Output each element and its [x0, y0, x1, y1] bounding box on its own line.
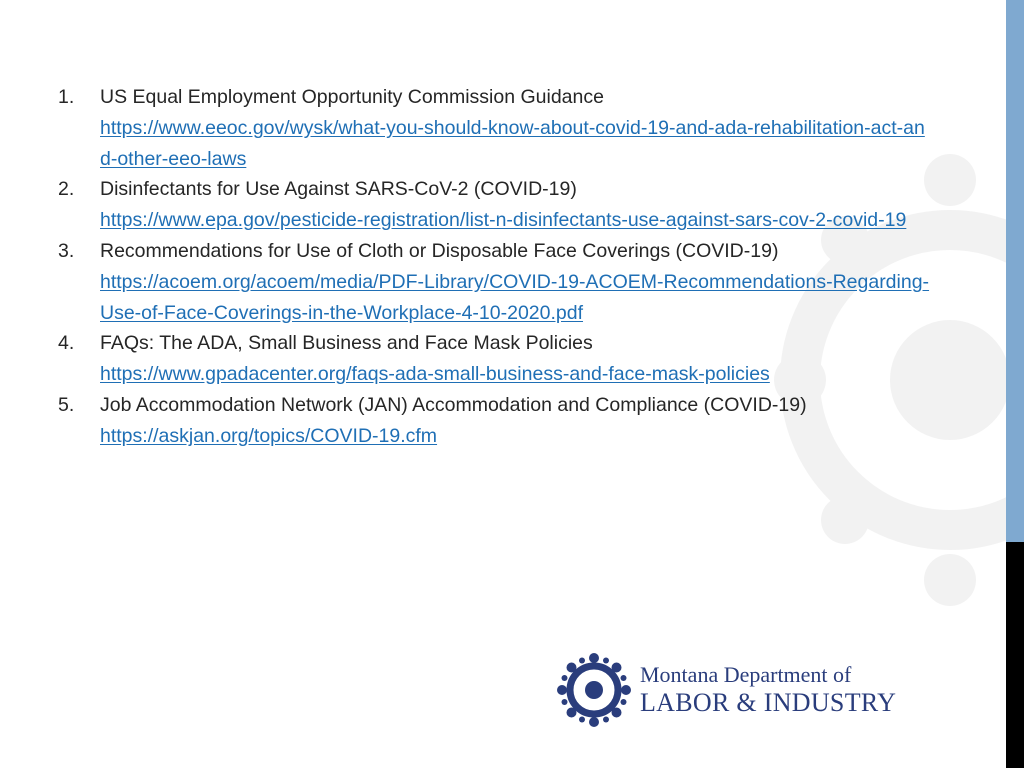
eeoc-guidance-link[interactable]: https://www.eeoc.gov/wysk/what-you-should-know-about-covid-19-and-ada-rehabilitation-act-and-other-eeo-laws — [100, 116, 925, 170]
gear-emblem-icon — [556, 652, 632, 728]
logo-labor-industry-text: LABOR & INDUSTRY — [640, 688, 897, 717]
list-item-title: US Equal Employment Opportunity Commission Guidance — [100, 86, 604, 108]
list-item-number: 2. — [58, 178, 75, 201]
epa-disinfectants-link[interactable]: https://www.epa.gov/pesticide-registration/list-n-disinfectants-use-against-sars-cov-2-covid-19 — [100, 209, 907, 232]
edge-accent-bar — [1006, 0, 1024, 542]
list-item — [58, 82, 958, 174]
logo-department-text: Montana Department of — [640, 662, 852, 687]
list-item — [58, 390, 958, 452]
list-item-title: Disinfectants for Use Against SARS-CoV-2 (COVID-19) — [100, 178, 577, 201]
list-item-number: 4. — [58, 332, 75, 355]
reference-list — [58, 82, 958, 452]
list-item-number: 1. — [58, 86, 75, 108]
edge-dark-bar — [1006, 542, 1024, 768]
list-item — [58, 236, 958, 328]
list-item-title: FAQs: The ADA, Small Business and Face Mask Policies — [100, 332, 593, 355]
gpadacenter-faq-link[interactable]: https://www.gpadacenter.org/faqs-ada-small-business-and-face-mask-policies — [100, 363, 770, 386]
list-item — [58, 174, 958, 236]
dli-logo — [556, 652, 936, 732]
acoem-face-coverings-link[interactable]: https://acoem.org/acoem/media/PDF-Library/COVID-19-ACOEM-Recommendations-Regarding-Use-of-Face-Coverings-in-the-Workplace-4-10-2020.pdf — [100, 270, 930, 324]
list-item-title: Job Accommodation Network (JAN) Accommodation and Compliance (COVID-19) — [100, 393, 807, 416]
askjan-link[interactable]: https://askjan.org/topics/COVID-19.cfm — [100, 424, 438, 447]
list-item-number: 3. — [58, 239, 75, 262]
list-item-number: 5. — [58, 393, 75, 416]
list-item-title: Recommendations for Use of Cloth or Disposable Face Coverings (COVID-19) — [100, 239, 779, 262]
list-item — [58, 328, 958, 390]
